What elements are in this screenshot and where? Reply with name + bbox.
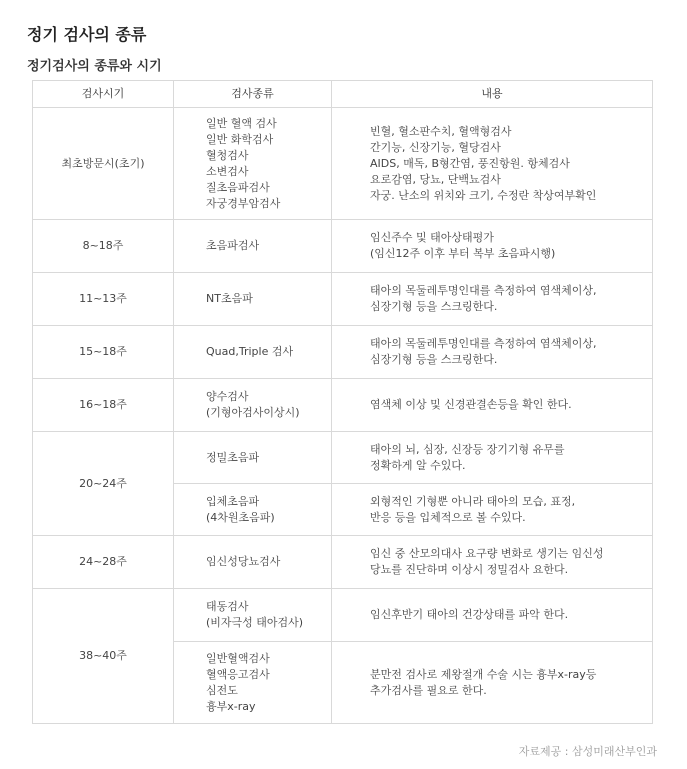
- table-row: [33, 220, 653, 273]
- description-cell: 빈혈, 혈소판수치, 혈액형검사 간기능, 신장기능, 혈당검사 AIDS, 매독, B형간염, 풍진항원. 항체검사 요로감염, 당뇨, 단백뇨검사 자궁. 난소의 위치와 크기, 수정란 착상여부확인: [332, 108, 653, 220]
- period-cell: 15~18주: [33, 326, 174, 379]
- period-cell: 최초방문시(초기): [33, 108, 174, 220]
- description-cell: 임신후반기 태아의 건강상태를 파악 한다.: [332, 589, 653, 642]
- table-row: [33, 273, 653, 326]
- exam-type-cell: Quad,Triple 검사: [174, 326, 332, 379]
- description-cell: 분만전 검사로 제왕절개 수술 시는 흉부x-ray등 추가검사를 필요로 한다.: [332, 642, 653, 724]
- exam-type-cell: NT초음파: [174, 273, 332, 326]
- table-row: [33, 589, 653, 642]
- exam-type-cell: 양수검사 (기형아검사이상시): [174, 379, 332, 432]
- period-cell: 24~28주: [33, 536, 174, 589]
- description-cell: 임신주수 및 태아상태평가 (임신12주 이후 부터 복부 초음파시행): [332, 220, 653, 273]
- exam-type-cell: 임신성당뇨검사: [174, 536, 332, 589]
- exam-schedule-table: [32, 80, 653, 724]
- description-cell: 외형적인 기형뿐 아니라 태아의 모습, 표정, 반응 등을 입체적으로 볼 수있다.: [332, 484, 653, 536]
- description-cell: 태아의 목둘레투명인대를 측정하여 염색체이상, 심장기형 등을 스크링한다.: [332, 273, 653, 326]
- table-row: [33, 379, 653, 432]
- exam-type-cell: 초음파검사: [174, 220, 332, 273]
- header-period: 검사시기: [33, 81, 174, 108]
- exam-type-cell: 일반 혈액 검사 일반 화학검사 혈청검사 소변검사 질초음파검사 자궁경부암검사: [174, 108, 332, 220]
- period-cell: 8~18주: [33, 220, 174, 273]
- exam-type-cell: 태동검사 (비자극성 태아검사): [174, 589, 332, 642]
- period-cell: 38~40주: [33, 589, 174, 724]
- header-exam-type: 검사종류: [174, 81, 332, 108]
- description-cell: 태아의 뇌, 심장, 신장등 장기기형 유무를 정확하게 알 수있다.: [332, 432, 653, 484]
- exam-type-cell: 입체초음파 (4차원초음파): [174, 484, 332, 536]
- description-cell: 태아의 목둘레투명인대를 측정하여 염색체이상, 심장기형 등을 스크링한다.: [332, 326, 653, 379]
- exam-type-cell: 일반혈액검사 혈액응고검사 심전도 흉부x-ray: [174, 642, 332, 724]
- table-row: [33, 432, 653, 484]
- description-cell: 염색체 이상 및 신경관결손등을 확인 한다.: [332, 379, 653, 432]
- table-row: [33, 108, 653, 220]
- table-row: [33, 326, 653, 379]
- exam-type-cell: 정밀초음파: [174, 432, 332, 484]
- period-cell: 20~24주: [33, 432, 174, 536]
- description-cell: 임신 중 산모의대사 요구량 변화로 생기는 임신성 당뇨를 진단하며 이상시 정밀검사 요한다.: [332, 536, 653, 589]
- section-subtitle: 정기검사의 종류와 시기: [27, 59, 162, 74]
- page-title: 정기 검사의 종류: [27, 25, 147, 44]
- header-content: 내용: [332, 81, 653, 108]
- period-cell: 16~18주: [33, 379, 174, 432]
- table-row: [33, 536, 653, 589]
- source-credit: 자료제공 : 삼성미래산부인과: [518, 745, 657, 758]
- period-cell: 11~13주: [33, 273, 174, 326]
- table-header-row: [33, 81, 653, 108]
